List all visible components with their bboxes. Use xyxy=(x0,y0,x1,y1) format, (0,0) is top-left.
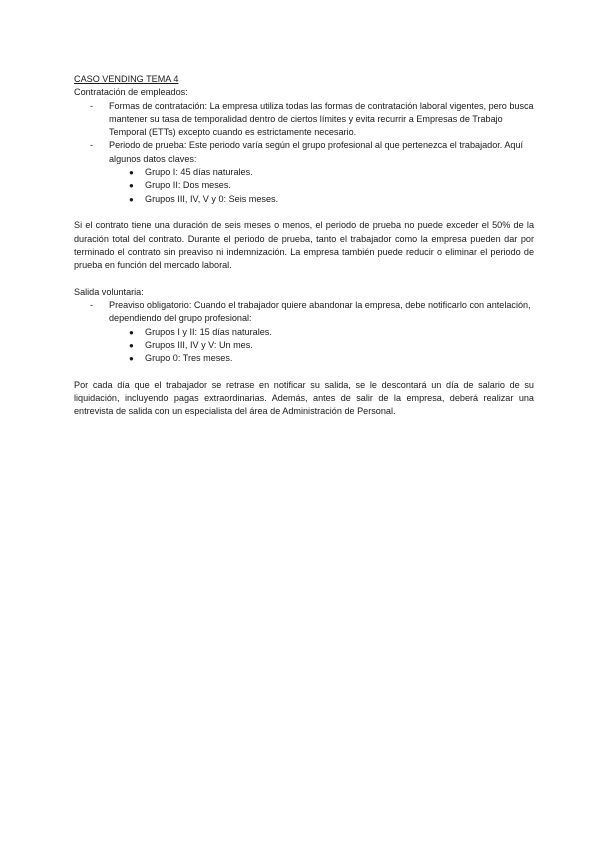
bullet-dot-icon: ● xyxy=(129,327,134,337)
list-item xyxy=(74,326,534,339)
bullet-dot-icon: ● xyxy=(129,168,134,178)
section-heading-salida: Salida voluntaria: xyxy=(74,286,144,297)
list-item-text: Grupo II: Dos meses. xyxy=(145,180,231,191)
bullet-dot-icon: ● xyxy=(129,194,134,204)
spacer xyxy=(74,272,534,285)
list-item-text: Grupo I: 45 días naturales. xyxy=(145,167,253,178)
document-body xyxy=(74,73,534,419)
bullet-formas-contratacion xyxy=(74,100,534,140)
list-item xyxy=(74,193,534,206)
list-item-text: Grupos III, IV y V: Un mes. xyxy=(145,339,253,350)
bullet-dot-icon: ● xyxy=(129,340,134,350)
dash-marker: - xyxy=(90,100,94,111)
spacer xyxy=(74,206,534,219)
bullet-dot-icon: ● xyxy=(129,181,134,191)
section-heading-contratacion: Contratación de empleados: xyxy=(74,87,188,98)
bullet-text: Periodo de prueba: Este periodo varía según el grupo profesional al que pertenezca el trabajador. Aquí algunos datos claves: xyxy=(109,140,524,164)
spacer xyxy=(74,366,534,379)
bullet-text: Formas de contratación: La empresa utiliza todas las formas de contratación laboral vigentes, pero busca mantener su tasa de temporalidad dentro de ciertos límites y evita recurrir a Empresas de Trabajo Temporal (ETTs) excepto cuando es estrictamente necesario. xyxy=(109,100,534,138)
paragraph-salida: Por cada día que el trabajador se retrase en notificar su salida, se le descontará un día de salario de su liquidación, incluyendo pagas extraordinarias. Además, antes de salir de la empresa, deberá realizar una entrevista de salida con un especialista del área de Administración de Personal. xyxy=(74,379,534,417)
bullet-periodo-prueba xyxy=(74,139,534,166)
bullet-text: Preaviso obligatorio: Cuando el trabajador quiere abandonar la empresa, debe notificarlo con antelación, dependiendo del grupo profesional: xyxy=(109,300,531,324)
paragraph-periodo-prueba: Si el contrato tiene una duración de seis meses o menos, el periodo de prueba no puede exceder el 50% de la duración total del contrato. Durante el periodo de prueba, tanto el trabajador como la empresa pueden dar por terminado el contrato sin preaviso ni indemnización. La empresa también puede reducir o eliminar el periodo de prueba en función del mercado laboral. xyxy=(74,220,534,271)
document-title: CASO VENDING TEMA 4 xyxy=(74,74,179,84)
dash-marker: - xyxy=(90,140,94,151)
list-item xyxy=(74,352,534,365)
list-item xyxy=(74,179,534,192)
bullet-dot-icon: ● xyxy=(129,354,134,364)
list-item xyxy=(74,339,534,352)
list-item-text: Grupos I y II: 15 días naturales. xyxy=(145,326,272,337)
list-item xyxy=(74,166,534,179)
dash-marker: - xyxy=(90,300,94,311)
list-item-text: Grupos III, IV, V y 0: Seis meses. xyxy=(145,193,279,204)
bullet-preaviso xyxy=(74,299,534,326)
list-item-text: Grupo 0: Tres meses. xyxy=(145,353,233,364)
